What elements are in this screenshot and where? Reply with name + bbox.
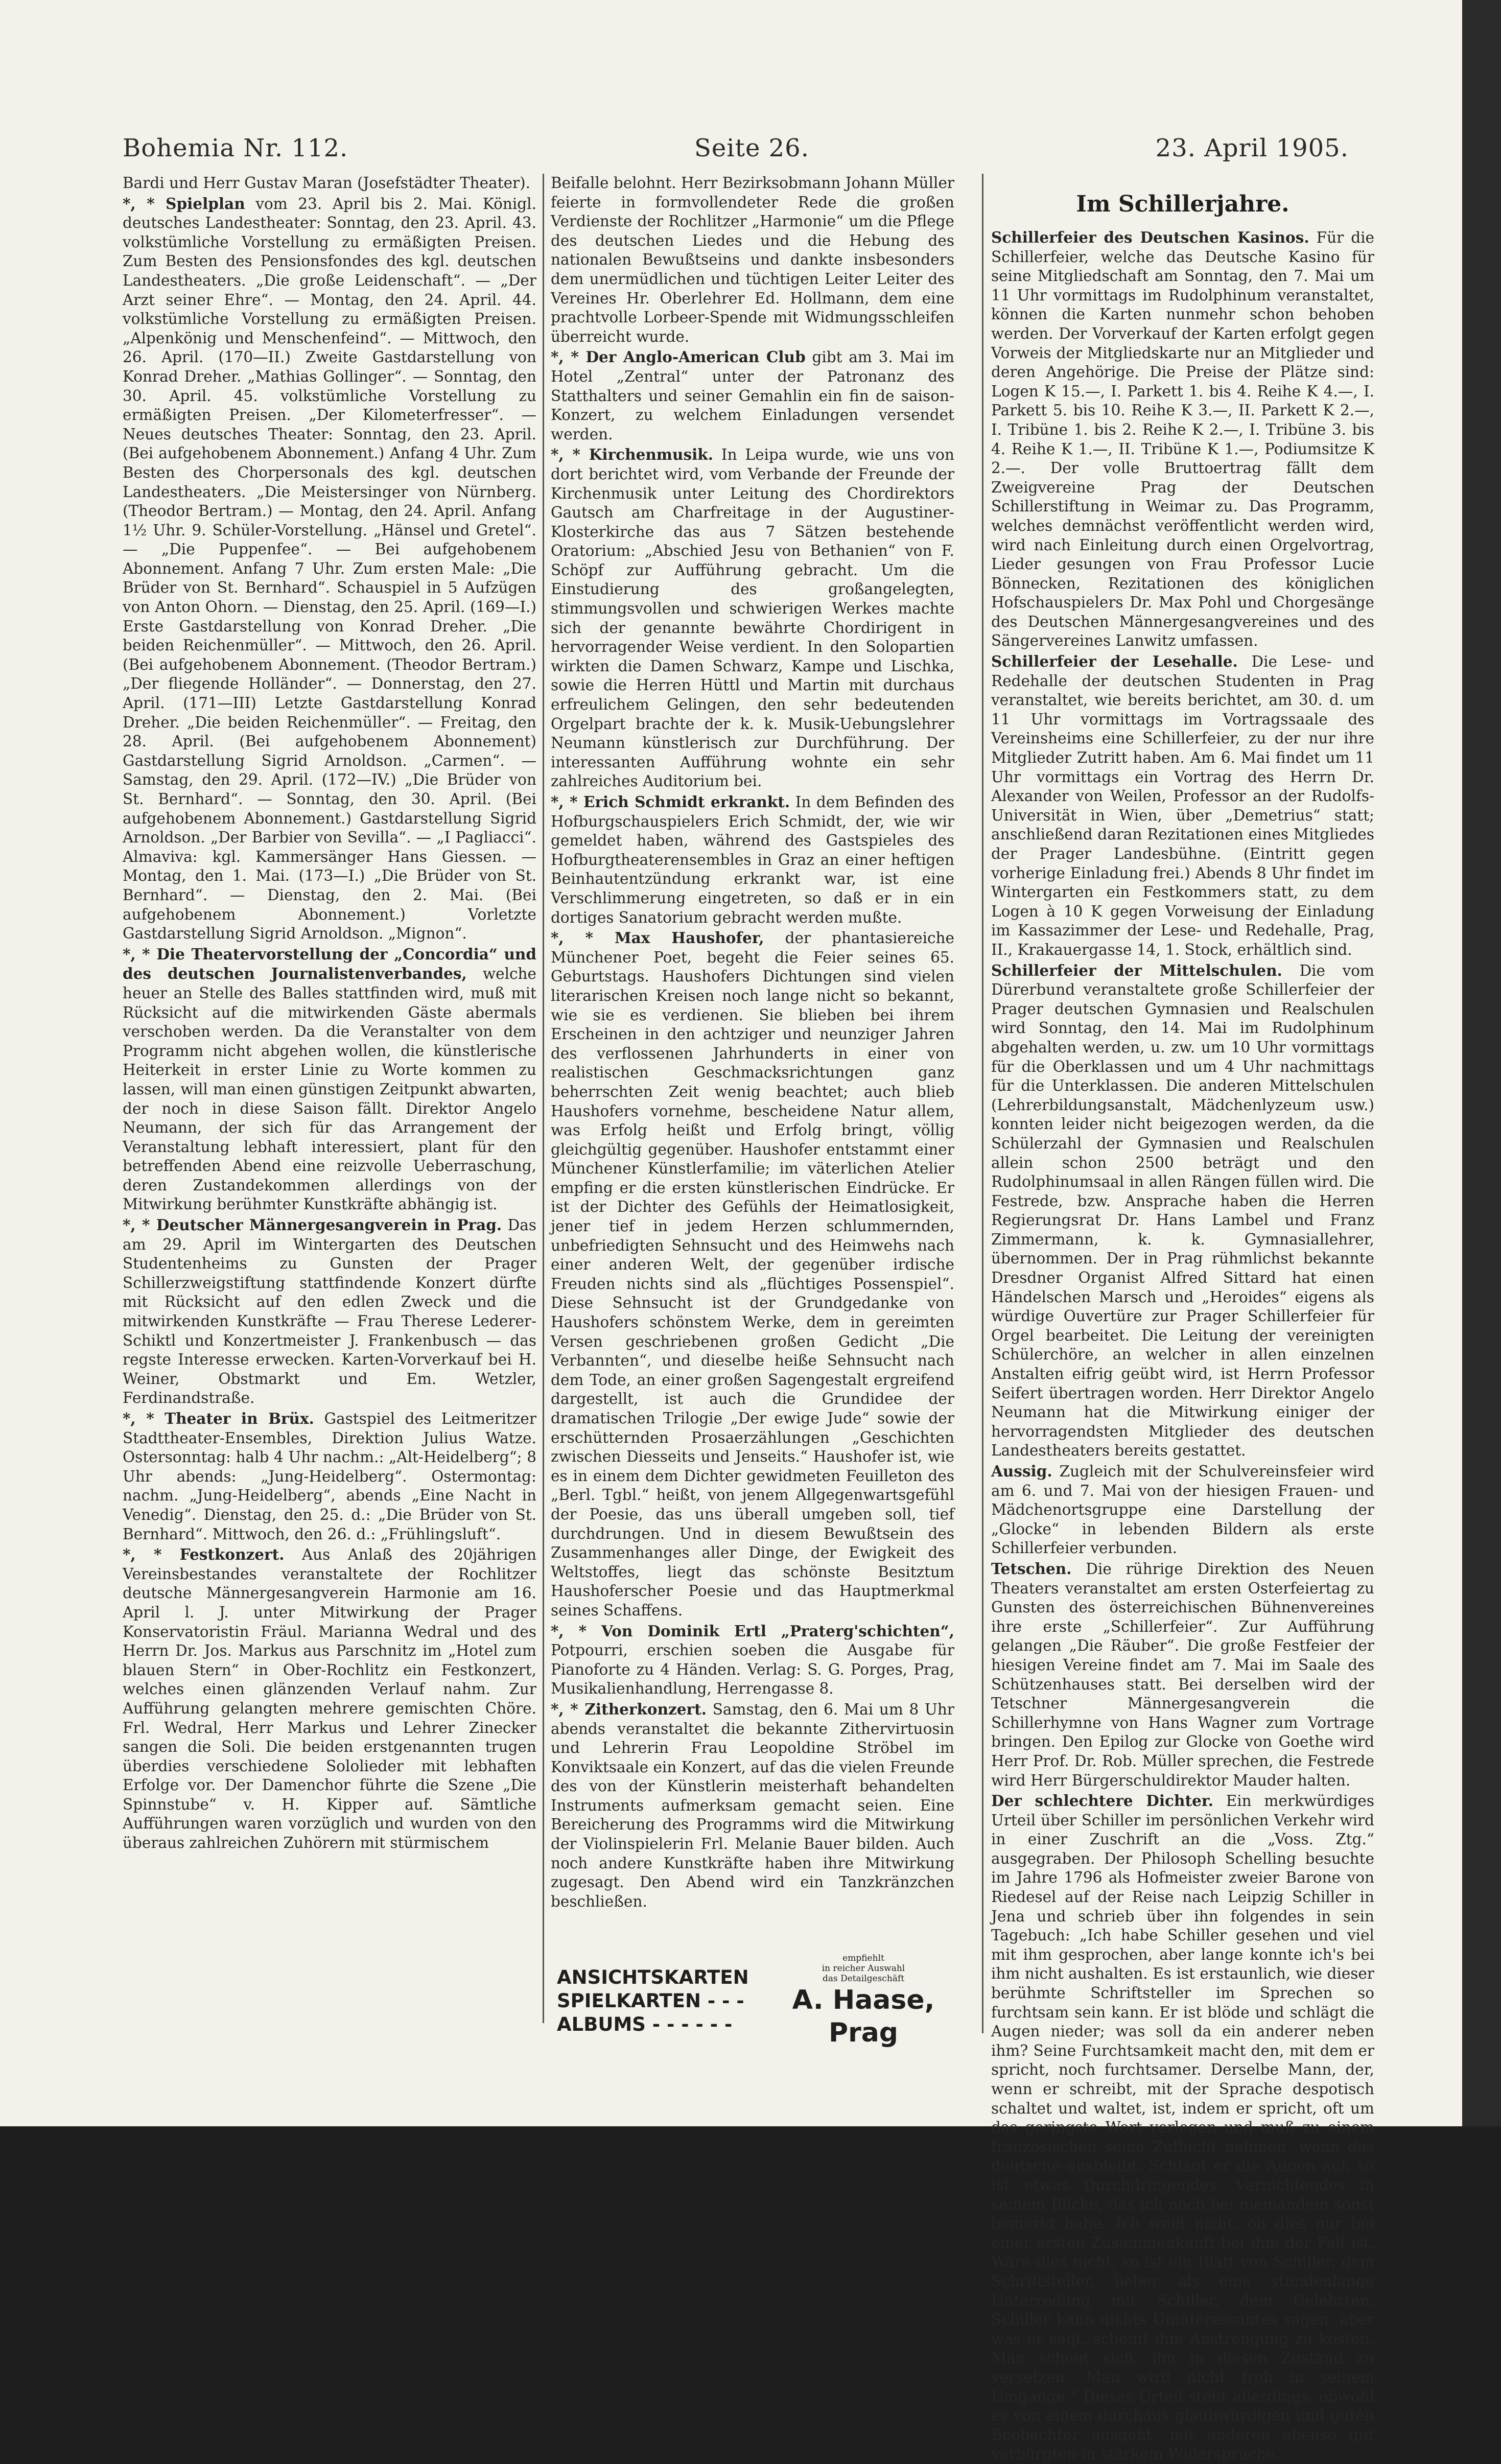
article-text: Bardi und Herr Gustav Maran (Josefstädter Theater). xyxy=(123,174,531,192)
article-paragraph xyxy=(551,1700,954,1912)
ad-line-playing-cards: SPIELKARTEN - - - xyxy=(557,1990,744,2012)
article-text: Samstag, den 6. Mai um 8 Uhr abends veranstaltet die bekannte Zithervirtuosin und Lehrerin Frau Leopoldine Ströbel im Konviktsaale ein Konzert, auf das die vielen Freunde des von der Künstlerin meisterhaft behandelten Instruments aufmerksam gemacht seien. Eine Bereicherung des Programms wird die Mitwirkung der Violinspielerin Frl. Melanie Bauer bilden. Auch noch andere Kunstkräfte haben ihre Mitwirkung zugesagt. Den Abend wird ein Tanzkränzchen beschließen. xyxy=(551,1700,954,1910)
article-paragraph xyxy=(991,1462,1374,1558)
article-text: welche heuer an Stelle des Balles stattfinden wird, muß mit Rücksicht auf die mitwirkenden Gäste abermals verschoben werden. Da die Veranstalter von dem Programm nicht abgehen wollen, die künstlerische Heiterkeit in erster Linie zu Worte kommen zu lassen, will man einen günstigen Zeitpunkt abwarten, der noch in diese Saison fällt. Direktor Angelo Neumann, der sich für das Arrangement der Veranstaltung lebhaft interessiert, plant für den betreffenden Abend eine reizvolle Ueberraschung, deren Zustandekommen allerdings von der Mitwirkung berühmter Kunstkräfte abhängig ist. xyxy=(123,965,537,1213)
article-paragraph xyxy=(991,1791,1374,2464)
article-text: In Leipa wurde, wie uns von dort berichtet wird, vom Verbande der Freunde der Kirchenmusik unter Leitung des Chordirektors Gautsch am Charfreitage in der Augustiner-Klosterkirche das aus 7 Sätzen bestehende Oratorium: „Abschied Jesu von Bethanien“ von F. Schöpf zur Aufführung gebracht. Um die Einstudierung des großangelegten, stimmungsvollen und schwierigen Werkes machte sich der genannte bewährte Chordirigent in hervorragender Weise verdient. In den Solopartien wirkten die Damen Schwarz, Kampe und Lischka, sowie die Herren Hüttl und Martin mit durchaus erfreulichem Gelingen, den sehr bedeutenden Orgelpart brachte der k. k. Musik-Uebungslehrer Neumann künstlerisch zur Durchführung. Der interessanten Aufführung wohnte ein sehr zahlreiches Auditorium bei. xyxy=(551,446,954,790)
article-heading: *, * Deutscher Männergesangverein in Prag. xyxy=(123,1216,502,1234)
article-heading: Schillerfeier der Mittelschulen. xyxy=(991,961,1282,979)
header-date: 23. April 1905. xyxy=(1155,134,1349,162)
article-text: In dem Befinden des Hofburgschauspielers Erich Schmidt, der, wie wir gemeldet haben, während des Gastspieles des Hofburgtheaterensembles in Graz an einer heftigen Beinhautentzündung erkrankt war, ist eine Verschlimmerung eingetreten, so daß er in ein dortiges Sanatorium gebracht werden mußte. xyxy=(551,793,954,926)
ad-product-list xyxy=(557,1966,777,2036)
article-paragraph xyxy=(123,1409,536,1544)
column-divider-2 xyxy=(982,174,983,2033)
article-text: Die rührige Direktion des Neuen Theaters veranstaltet am ersten Osterfeiertag zu Gunsten des österreichischen Bühnenvereines ihre erste „Schillerfeier“. Zur Aufführung gelangen „Die Räuber“. Die große Festfeier der hiesigen Vereine findet am 7. Mai im Saale des Schützenhauses statt. Bei derselben wird der Tetschner Männergesangverein die Schillerhymne von Hans Wagner zum Vortrage bringen. Den Epilog zur Glocke von Goethe wird Herr Prof. Dr. Rob. Müller sprechen, die Festrede wird Herr Bürgerschuldirektor Mauder halten. xyxy=(991,1560,1374,1789)
scan-border xyxy=(1462,0,1501,2126)
article-paragraph xyxy=(991,228,1374,651)
page-header xyxy=(123,127,1349,162)
article-paragraph xyxy=(551,174,954,346)
article-heading: *, * Festkonzert. xyxy=(123,1545,285,1564)
article-paragraph xyxy=(123,1215,536,1408)
article-heading: *, * Max Haushofer, xyxy=(551,929,764,947)
article-paragraph xyxy=(123,1545,536,1853)
ad-line-albums: ALBUMS - - - - - - xyxy=(557,2013,733,2035)
article-heading: Der schlechtere Dichter. xyxy=(991,1792,1213,1810)
article-paragraph xyxy=(991,1559,1374,1790)
article-text: Zugleich mit der Schulvereinsfeier wird am 6. und 7. Mai von der hiesigen Frauen- und Mädchenortsgruppe eine Darstellung der „Glocke“ in lebenden Bildern als erste Schillerfeier verbunden. xyxy=(991,1463,1374,1557)
article-heading: *, * Zitherkonzert. xyxy=(551,1700,707,1718)
column-middle xyxy=(551,174,954,2054)
ad-brand-name: A. Haase, Prag xyxy=(792,1985,935,2048)
article-paragraph xyxy=(551,445,954,791)
ad-vendor xyxy=(777,1953,950,2049)
article-heading: *, * Kirchenmusik. xyxy=(551,445,713,464)
article-paragraph xyxy=(551,1622,954,1699)
article-heading: Aussig. xyxy=(991,1462,1052,1480)
column-left-articles xyxy=(123,174,536,1853)
article-heading: Schillerfeier des Deutschen Kasinos. xyxy=(991,228,1309,246)
article-paragraph xyxy=(551,928,954,1620)
article-paragraph xyxy=(551,347,954,444)
article-text: Für die Schillerfeier, welche das Deutsche Kasino für seine Mitgliedschaft am Sonntag, den 7. Mai um 11 Uhr vormittags im Rudolphinum veranstaltet, können die Karten nunmehr schon behoben werden. Der Vorverkauf der Karten erfolgt gegen Vorweis der Mitgliedskarte nur an Mitglieder und deren Angehörige. Die Preise der Plätze sind: Logen K 15.—, I. Parkett 1. bis 4. Reihe K 4.—, I. Parkett 5. bis 10. Reihe K 3.—, II. Parkett K 2.—, I. Tribüne 1. bis 2. Reihe K 2.—, I. Tribüne 3. bis 4. Reihe K 1.—, II. Tribüne K 1.—, Podiumsitze K 2.—. Der volle Bruttoertrag fällt dem Zweigvereine Prag der Deutschen Schillerstiftung in Weimar zu. Das Programm, welches demnächst veröffentlicht werden wird, wird nach Einleitung durch einen Orgelvortrag, Lieder gesungen von Frau Professor Lucie Bönnecken, Rezitationen des königlichen Hofschauspielers Dr. Max Pohl und Chorgesänge des Deutschen Männergesangvereines und des Sängervereines Lanwitz umfassen. xyxy=(991,229,1374,650)
article-text: Die Lese- und Redehalle der deutschen Studenten in Prag veranstaltet, wie bereits berichtet, am 30. d. um 11 Uhr vormittags im Vortragssaale des Vereinsheims eine Schillerfeier, zu der nur ihre Mitglieder Zutritt haben. Am 6. Mai findet um 11 Uhr vormittags ein Vortrag des Herrn Dr. Alexander von Weilen, Professor an der Rudolfs-Universität in Wien, über „Demetrius“ statt; anschließend daran Rezitationen eines Mitgliedes der Prager Landesbühne. (Eintritt gegen vorherige Einladung frei.) Abends 8 Uhr findet im Wintergarten ein Festkommers statt, zu dem Logen à 10 K gegen Vorweisung der Einladung im Kassazimmer der Lese- und Redehalle, Prag, II., Krakauergasse 14, 1. Stock, erhältlich sind. xyxy=(991,653,1374,958)
article-text: vom 23. April bis 2. Mai. Königl. deutsches Landestheater: Sonntag, den 23. April. 43. volkstümliche Vorstellung zu ermäßigten Preisen. Zum Besten des Pensionsfondes des kgl. deutschen Landestheaters. „Die große Leidenschaft“. — „Der Arzt seiner Ehre“. — Montag, den 24. April. 44. volkstümliche Vorstellung zu ermäßigten Preisen. „Alpenkönig und Menschenfeind“. — Mittwoch, den 26. April. (170—II.) Zweite Gastdarstellung von Konrad Dreher. „Mathias Gollinger“. — Sonntag, den 30. April. 45. volkstümliche Vorstellung zu ermäßigten Preisen. „Der Kilometerfresser“. — Neues deutsches Theater: Sonntag, den 23. April. (Bei aufgehobenem Abonnement.) Anfang 4 Uhr. Zum Besten des Chorpersonals des kgl. deutschen Landestheaters. „Die Meistersinger von Nürnberg. (Theodor Bertram.) — Montag, den 24. April. Anfang 1½ Uhr. 9. Schüler-Vorstellung. „Hänsel und Gretel“. — „Die Puppenfee“. — Bei aufgehobenem Abonnement. Anfang 7 Uhr. Zum ersten Male: „Die Brüder von St. Bernhard“. Schauspiel in 5 Aufzügen von Anton Ohorn. — Dienstag, den 25. April. (169—I.) Erste Gastdarstellung von Konrad Dreher. „Die beiden Reichenmüller“. — Mittwoch, den 26. April. (Bei aufgehobenem Abonnement. (Theodor Bertram.) „Der fliegende Holländer“. — Donnerstag, den 27. April. (171—III) Letzte Gastdarstellung Konrad Dreher. „Die beiden Reichenmüller“. — Freitag, den 28. April. (Bei aufgehobenem Abonnement) Gastdarstellung Sigrid Arnoldson. „Carmen“. — Samstag, den 29. April. (172—IV.) „Die Brüder von St. Bernhard“. — Sonntag, den 30. April. (Bei aufgehobenem Abonnement.) Gastdarstellung Sigrid Arnoldson. „Der Barbier von Sevilla“. — „I Pagliacci“. Almaviva: kgl. Kammersänger Hans Giessen. — Montag, den 1. Mai. (173—I.) „Die Brüder von St. Bernhard“. — Dienstag, den 2. Mai. (Bei aufgehobenem Abonnement.) Vorletzte Gastdarstellung Sigrid Arnoldson. „Mignon“. xyxy=(123,195,536,943)
article-text: Aus Anlaß des 20jährigen Vereinsbestandes veranstaltete der Rochlitzer deutsche Männergesangverein Harmonie am 16. April l. J. unter Mitwirkung der Prager Konservatoristin Fräul. Marianna Wedral und des Herrn Dr. Jos. Markus aus Parschnitz im „Hotel zum blauen Stern“ in Ober-Rochlitz ein Festkonzert, welches einen glänzenden Verlauf nahm. Zur Aufführung gelangten mehrere gemischten Chöre. Frl. Wedral, Herr Markus und Lehrer Zinecker sangen die Soli. Die beiden erstgenannten trugen überdies verschiedene Sololieder mit lebhaften Erfolge vor. Der Damenchor führte die Szene „Die Spinnstube“ v. H. Kipper auf. Sämtliche Aufführungen waren vorzüglich und wurden von den überaus zahlreichen Zuhörern mit stürmischem xyxy=(123,1546,536,1852)
article-heading: *, * Theater in Brüx. xyxy=(123,1410,314,1427)
ad-small-line-1: empfiehlt xyxy=(842,1953,884,1963)
article-heading: *, * Spielplan xyxy=(123,194,245,213)
article-paragraph xyxy=(123,174,536,193)
article-text: gibt am 3. Mai im Hotel „Zentral“ unter der Patronanz des Statthalters und seiner Gemahlin ein fin de saison-Konzert, zu welchem Einladungen versendet werden. xyxy=(551,348,954,443)
header-page-number: Seite 26. xyxy=(694,134,809,162)
article-paragraph xyxy=(991,961,1374,1461)
header-issue: Bohemia Nr. 112. xyxy=(123,134,348,162)
column-divider-1 xyxy=(543,174,544,2023)
ad-line-postcards: ANSICHTSKARTEN xyxy=(557,1966,749,1988)
article-heading: *, * Erich Schmidt erkrankt. xyxy=(551,793,790,811)
advertisement xyxy=(557,1953,955,2048)
column-right xyxy=(991,174,1374,2463)
article-text: Gastspiel des Leitmeritzer Stadttheater-Ensembles, Direktion Julius Watze. Ostersonntag: halb 4 Uhr nachm.: „Alt-Heidelberg“; 8 Uhr abends: „Jung-Heidelberg“. Ostermontag: nachm. „Jung-Heidelberg“, abends „Eine Nacht in Venedig“. Dienstag, den 25. d.: „Die Brüder von St. Bernhard“. Mittwoch, den 26. d.: „Frühlingsluft“. xyxy=(123,1410,536,1543)
article-paragraph xyxy=(123,194,536,944)
article-heading: Tetschen. xyxy=(991,1559,1072,1578)
article-heading: Schillerfeier der Lesehalle. xyxy=(991,652,1238,671)
article-text: der phantasiereiche Münchener Poet, begeht die Feier seines 65. Geburtstags. Haushofers Dichtungen sind vielen literarischen Kreisen noch lange nicht so bekannt, wie sie es verdienen. Sie blieben bei ihrem Erscheinen in den achtziger und neunziger Jahren des verflossenen Jahrhunderts in einer von realistischen Geschmacksrichtungen ganz beherrschten Zeit wenig beachtet; auch blieb Haushofers vornehme, bescheidene Natur allem, was Erfolg heißt und Erfolg bringt, völlig gleichgültig gegenüber. Haushofer entstammt einer Münchener Künstlerfamilie; im väterlichen Atelier empfing er die ersten künstlerischen Eindrücke. Er ist der Dichter des Gefühls der Heimatlosigkeit, jener tief in jedem Herzen schlummernden, unbefriedigten Sehnsucht und des Heimwehs nach einer anderen Welt, der gegenüber irdische Freuden nichts sind als „flüchtiges Possenspiel“. Diese Sehnsucht ist der Grundgedanke von Haushofers schönstem Werke, dem in gereimten Versen geschriebenen großen Gedicht „Die Verbannten“, und dieselbe heiße Sehnsucht nach dem Tode, an einer großen Sagengestalt ergreifend dargestellt, ist auch die Grundidee der dramatischen Trilogie „Der ewige Jude“ sowie der erschütternden Prosaerzählungen „Geschichten zwischen Diesseits und Jenseits.“ Haushofer ist, wie es in einem dem Dichter gewidmeten Feuilleton des „Berl. Tgbl.“ heißt, von jenem Allgegenwartsgefühl der Poesie, das uns überall umgeben soll, tief durchdrungen. Und in diesem Bewußtsein des Zusammenhanges aller Dinge, der Ewigkeit des Weltstoffes, liegt das schönste Besitztum Haushoferscher Poesie und das Hauptmerkmal seines Schaffens. xyxy=(551,929,954,1619)
article-text: Das am 29. April im Wintergarten des Deutschen Studentenheims zu Gunsten der Prager Schillerzweigstiftung stattfindende Konzert dürfte mit Rücksicht auf den edlen Zweck und die mitwirkenden Kunstkräfte — Frau Therese Lederer-Schiktl und Konzertmeister J. Frankenbusch — das regste Interesse erwecken. Karten-Vorverkauf bei H. Weiner, Obstmarkt und Em. Wetzler, Ferdinandstraße. xyxy=(123,1216,536,1407)
column-middle-articles xyxy=(551,174,954,1911)
article-text: Die vom Dürerbund veranstaltete große Schillerfeier der Prager deutschen Gymnasien und Realschulen wird Sonntag, den 14. Mai im Rudolphinum abgehalten werden, u. zw. um 10 Uhr vormittags für die Oberklassen und um 4 Uhr nachmittags für die Unterklassen. Die anderen Mittelschulen (Lehrerbildungsanstalt, Mädchenlyzeum usw.) konnten leider nicht beigezogen werden, da die Schülerzahl der Gymnasien und Realschulen allein schon 2500 beträgt und den Rudolphinumsaal in allen Rängen füllen wird. Die Festrede, bzw. Ansprache haben die Herren Regierungsrat Dr. Hans Lambel und Franz Zimmermann, k. k. Gymnasiallehrer, übernommen. Der in Prag rühmlichst bekannte Dresdner Organist Alfred Sittard hat einen Händelschen Marsch und „Heroides“ eigens als würdige Ouvertüre zur Prager Schillerfeier für Orgel bearbeitet. Die Leitung der vereinigten Schülerchöre, an welcher in allen einzelnen Anstalten eifrig geübt wird, ist Herrn Professor Seifert übertragen worden. Herr Direktor Angelo Neumann hat die Mitwirkung einiger der hervorragendsten Mitglieder des deutschen Landestheaters bereits gestattet. xyxy=(991,961,1374,1460)
article-paragraph xyxy=(123,945,536,1214)
article-paragraph xyxy=(551,792,954,927)
column-right-articles xyxy=(991,228,1374,2464)
article-text: Potpourri, erschien soeben die Ausgabe für Pianoforte zu 4 Händen. Verlag: S. G. Porges, Prag, Musikalienhandlung, Herrengasse 8. xyxy=(551,1641,954,1698)
article-paragraph xyxy=(991,652,1374,960)
ad-small-line-2: in reicher Auswahl xyxy=(822,1963,905,1974)
article-heading: *, * Der Anglo-American Club xyxy=(551,348,806,366)
column-left xyxy=(123,174,536,2054)
section-title: Im Schillerjahre. xyxy=(1076,191,1289,217)
ad-small-line-3: das Detailgeschäft xyxy=(822,1974,905,1984)
article-heading: *, * Die Theatervorstellung der „Concordia“ und des deutschen Journalistenverbandes, xyxy=(123,945,536,983)
article-heading: *, * Von Dominik Ertl „Praterg'schichten“, xyxy=(551,1622,954,1640)
article-text: Ein merkwürdiges Urteil über Schiller im persönlichen Verkehr wird in einer Zuschrift an die „Voss. Ztg.“ ausgegraben. Der Philosoph Schelling besuchte im Jahre 1796 als Hofmeister zweier Barone von Riedesel auf der Reise nach Leipzig Schiller in Jena und schrieb über ihn folgendes in sein Tagebuch: „Ich habe Schiller gesehen und viel mit ihm gesprochen, aber lange konnte ich's bei ihm nicht aushalten. Es ist erstaunlich, wie dieser berühmte Schriftsteller im Sprechen so furchtsam sein kann. Er ist blöde und schlägt die Augen nieder; was soll da ein anderer neben ihm? Seine Furchtsamkeit macht den, mit dem er spricht, noch furchtsamer. Derselbe Mann, der, wenn er schreibt, mit der Sprache despotisch schaltet und waltet, ist, indem er spricht, oft um das geringste Wort verlegen und muß zu einem französischen seine Zuflucht nehmen, wenn das deutsche ausbleibt. Schlägt er die Augen auf, so ist etwas Durchdringendes, Vernichtendes in seinem Blicke, das ich noch bei niemandem sonst bemerkt habe. Ich weiß nicht, ob dies nur bei einer ersten Zusammenkunft bei ihm der Fall ist. Wäre dies nicht, so ist ein Blatt von Schiller, dem Schriftsteller, lieber als eine stundenlange Unterredung mit Schiller, dem Gelehrten. Schiller kann nichts Uninteressantes sagen, aber was er sagt, scheint ihm Anstrengung zu kosten. Man scheut sich, ihn in diesen Zustand zu versetzen. Man wird nicht froh in seinem Umgange.“ Dieses Urteil steht allerdings, obwohl es von einem durchaus glaubwürdigen und guten Beobachter ausgeht, mit anderen ebenso gut verbürgten in starkem Widerspruche. xyxy=(991,1792,1374,2463)
article-text: Beifalle belohnt. Herr Bezirksobmann Johann Müller feierte in formvollendeter Rede die großen Verdienste der Rochlitzer „Harmonie“ um die Pflege des deutschen Liedes und die Hebung des nationalen Bewußtseins und dankte insbesonders dem unermüdlichen und tüchtigen Leiter Leiter des Vereines Hr. Oberlehrer Ed. Hollmann, dem eine prachtvolle Lorbeer-Spende mit Widmungsschleifen überreicht wurde. xyxy=(551,174,954,345)
